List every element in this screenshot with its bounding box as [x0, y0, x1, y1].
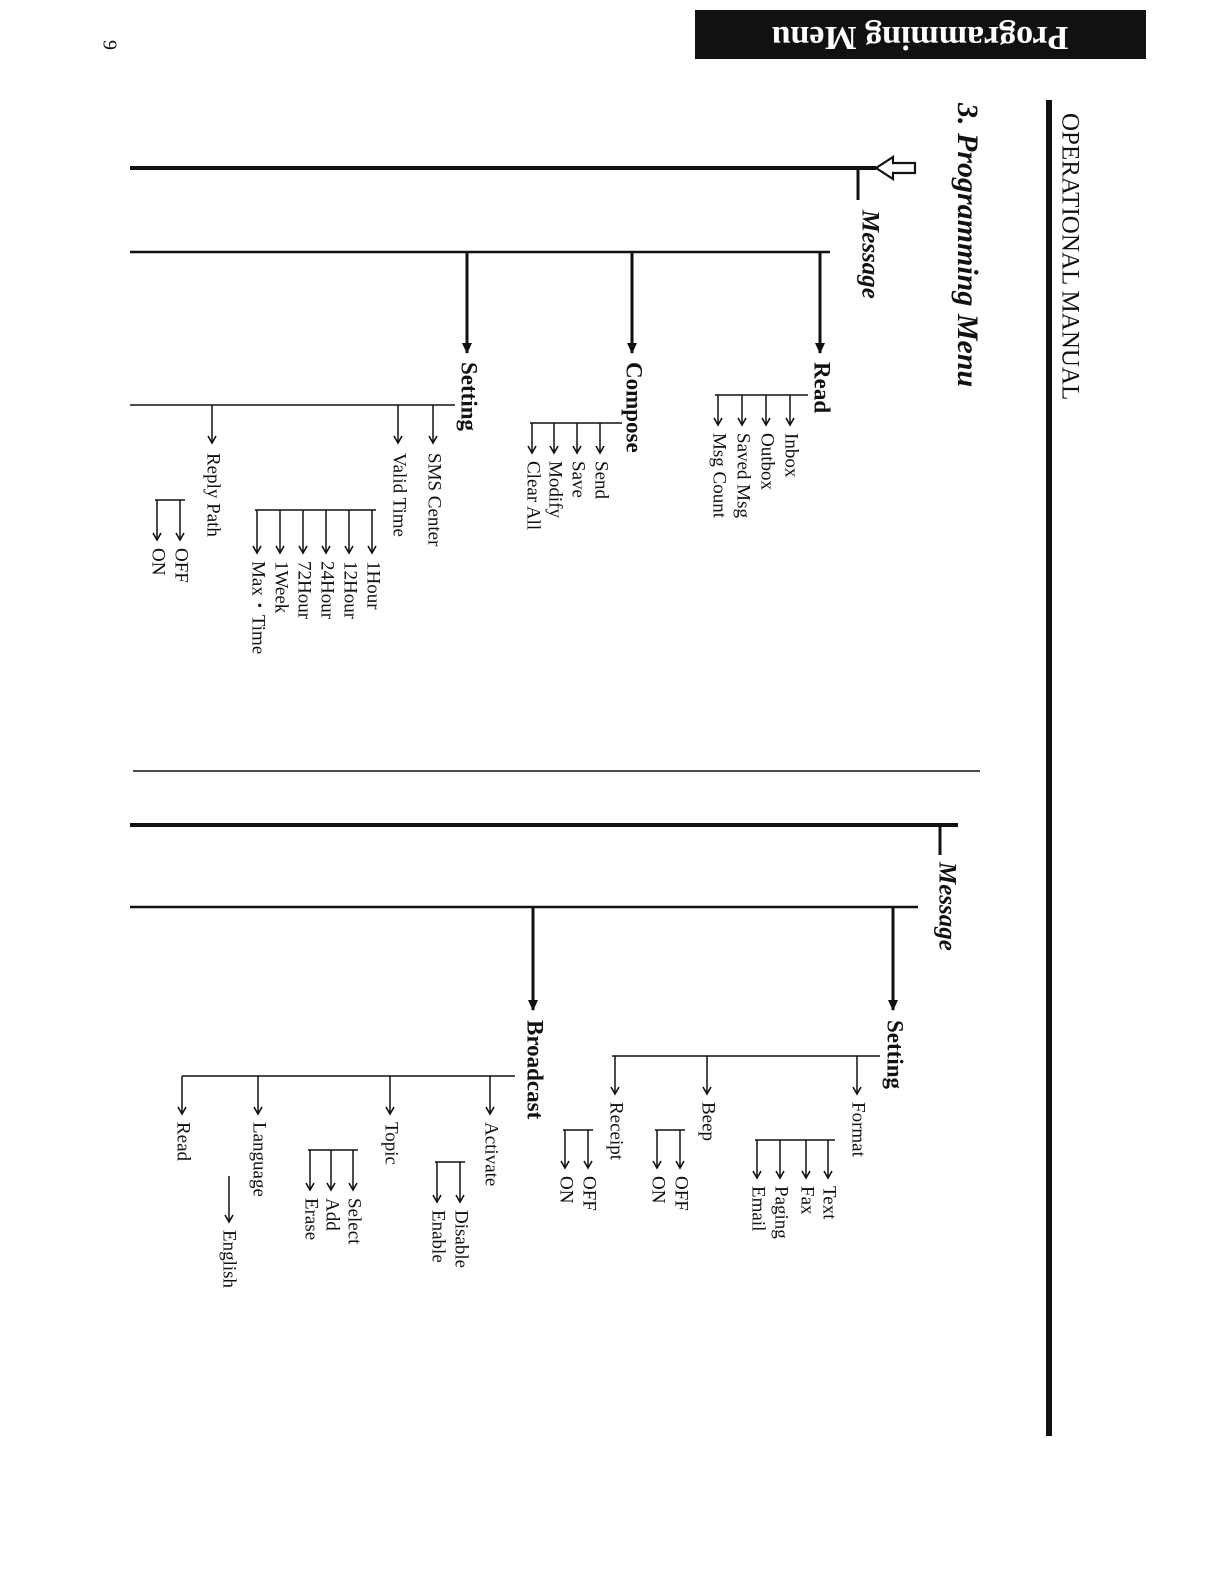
node-beep: Beep — [697, 1102, 719, 1142]
leaf-outbox: Outbox — [756, 433, 778, 490]
left-compose-leaves — [523, 423, 612, 530]
right-broadcast-label: Broadcast — [522, 1020, 548, 1120]
left-compose-label: Compose — [621, 362, 647, 453]
left-read-label: Read — [809, 362, 835, 414]
leaf-disable: Disable — [450, 1210, 472, 1269]
entry-arrow-icon — [876, 157, 915, 179]
format-leaves — [748, 1140, 840, 1239]
leaf-saved-msg: Saved Msg — [732, 433, 754, 518]
leaf-reply-on: ON — [147, 548, 169, 576]
leaf-broadcast-read: Read — [172, 1122, 194, 1162]
valid-time-leaves — [248, 510, 384, 654]
node-format: Format — [847, 1102, 869, 1157]
leaf-receipt-off: OFF — [578, 1176, 600, 1211]
leaf-24hour: 24Hour — [316, 561, 338, 620]
right-menu-tree — [130, 825, 960, 1289]
node-topic: Topic — [380, 1122, 402, 1165]
leaf-paging: Paging — [770, 1186, 792, 1239]
leaf-send: Send — [590, 461, 612, 499]
header-banner-text: Programming Menu — [771, 19, 1069, 57]
leaf-inbox: Inbox — [780, 433, 802, 478]
right-setting-label: Setting — [882, 1020, 908, 1089]
right-root-label: Message — [933, 862, 961, 951]
node-language: Language — [248, 1122, 270, 1197]
left-read-leaves — [709, 395, 802, 519]
page-number: 9 — [98, 40, 121, 50]
node-receipt: Receipt — [605, 1102, 627, 1161]
leaf-receipt-on: ON — [555, 1176, 577, 1204]
leaf-72hour: 72Hour — [293, 561, 315, 620]
leaf-1hour: 1Hour — [362, 561, 384, 610]
manual-title: OPERATIONAL MANUAL — [1056, 113, 1084, 401]
leaf-email: Email — [747, 1186, 769, 1232]
leaf-modify: Modify — [544, 461, 566, 518]
leaf-beep-off: OFF — [670, 1176, 692, 1211]
leaf-beep-on: ON — [647, 1176, 669, 1204]
leaf-text: Text — [818, 1186, 840, 1220]
leaf-fax: Fax — [796, 1186, 818, 1215]
leaf-1week: 1Week — [270, 561, 292, 614]
leaf-max-time: Max・Time — [247, 561, 269, 655]
leaf-add: Add — [321, 1198, 343, 1231]
leaf-clear-all: Clear All — [522, 461, 544, 531]
left-root-label: Message — [856, 210, 884, 299]
leaf-erase: Erase — [300, 1198, 322, 1241]
section-title: 3. Programming Menu — [951, 103, 985, 388]
leaf-msg-count: Msg Count — [708, 433, 730, 518]
leaf-english: English — [218, 1230, 240, 1289]
left-setting-label: Setting — [456, 362, 482, 431]
node-reply-path: Reply Path — [202, 453, 224, 537]
leaf-enable: Enable — [427, 1210, 449, 1263]
node-activate: Activate — [480, 1122, 502, 1187]
leaf-reply-off: OFF — [170, 548, 192, 583]
leaf-12hour: 12Hour — [339, 561, 361, 620]
left-menu-tree — [130, 168, 883, 654]
leaf-sms-center: SMS Center — [423, 453, 445, 547]
leaf-save: Save — [567, 461, 589, 498]
leaf-select: Select — [343, 1198, 365, 1245]
node-valid-time: Valid Time — [388, 453, 410, 537]
